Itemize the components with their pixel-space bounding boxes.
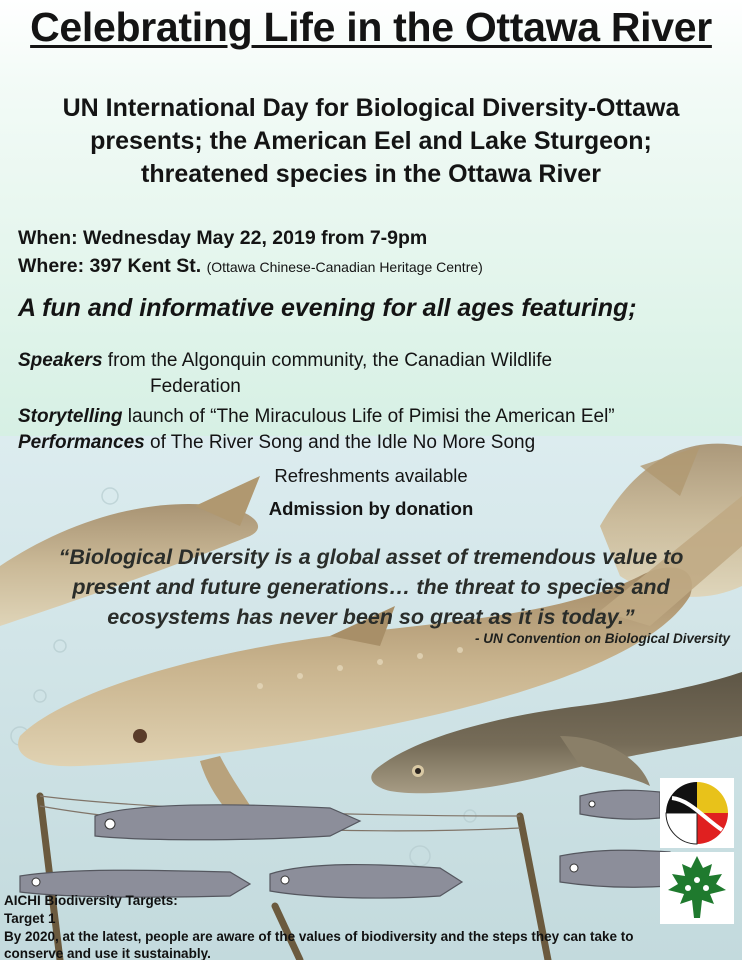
feature-item-performances [18,432,535,454]
feature-item-bold: Storytelling [18,406,123,427]
maple-leaf-logo [660,852,734,924]
medicine-wheel-logo [660,778,734,848]
feature-item-storytelling [18,406,615,428]
feature-item-bold: Performances [18,432,145,453]
feature-item-speakers [18,350,552,372]
event-where-label: Where: 397 Kent St. [18,255,202,277]
quote-line-2: present and future generations… the threat to species and [72,575,670,599]
refreshments-text: Refreshments available [274,465,468,486]
feature-item-continuation [150,376,241,398]
subtitle-line-1: UN International Day for Biological Diversity-Ottawa [62,94,680,122]
event-when: When: Wednesday May 22, 2019 from 7-9pm [18,227,428,249]
subtitle-line-3: threatened species in the Ottawa River [141,160,601,188]
aichi-heading: AICHI Biodiversity Targets: [4,893,178,908]
aichi-target: Target 1 [4,911,56,926]
quote-attribution: - UN Convention on Biological Diversity [474,631,730,646]
feature-heading: A fun and informative evening for all ages featuring; [18,294,637,322]
quote-line-3: ecosystems has never been so great as it is today.” [107,605,635,629]
aichi-text-line-2: conserve and use it sustainably. [4,946,211,960]
subtitle-line-2: presents; the American Eel and Lake Sturgeon; [90,127,652,155]
feature-item-text: from the Algonquin community, the Canadian Wildlife [102,350,553,371]
admission-text: Admission by donation [268,498,474,519]
event-where-note: (Ottawa Chinese-Canadian Heritage Centre) [206,259,483,275]
event-where [18,255,483,278]
feature-item-text: of The River Song and the Idle No More Song [144,432,536,453]
gradient-background [0,0,742,440]
feature-item-text: launch of “The Miraculous Life of Pimisi the American Eel” [122,406,615,427]
poster-title: Celebrating Life in the Ottawa River [30,4,712,50]
quote-line-1: “Biological Diversity is a global asset of tremendous value to [58,545,684,569]
aichi-text-line-1: By 2020, at the latest, people are aware of the values of biodiversity and the steps they can take to [4,929,634,944]
feature-item-bold: Speakers [18,350,103,371]
feature-item-text: Federation [150,376,241,397]
